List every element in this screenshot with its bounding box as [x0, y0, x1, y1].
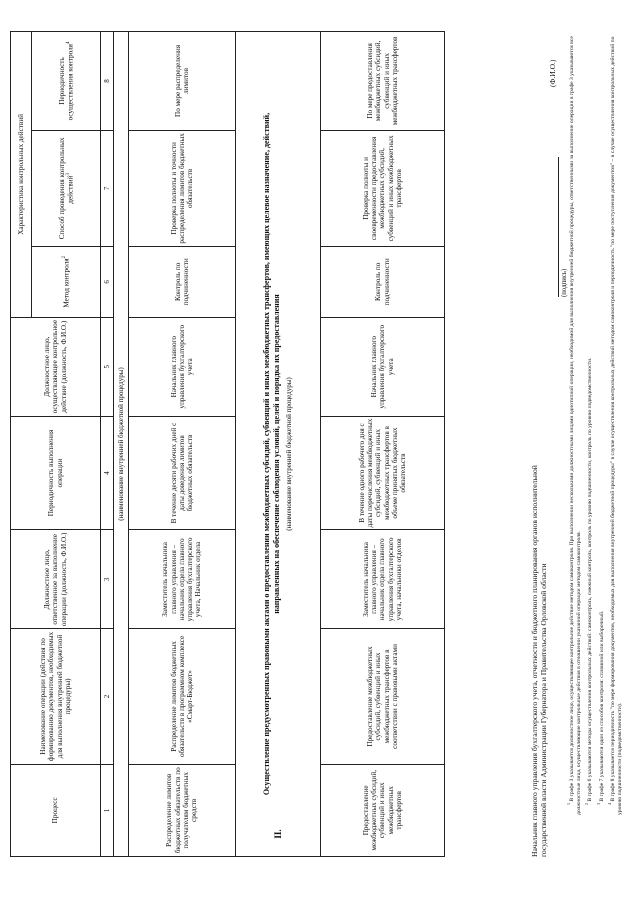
footnote-item: [584, 35, 594, 815]
row1-way: Проверка полноты и точности распределения лимитов бюджетных обязательств: [129, 130, 236, 246]
footnote-ref-4: 4: [65, 41, 71, 44]
section2-number: II.: [272, 829, 283, 839]
column-number: 8: [101, 32, 114, 131]
column-number: 4: [101, 416, 114, 530]
header-control-periodicity-text: Периодичность осуществления контроля: [57, 44, 75, 121]
footnote-text: В графе 6 указываются методы осуществления контрольных действий: самоконтроль, смежный контроль, контроль по уровню подчиненности, контроль по уровню подведомственности.: [587, 357, 594, 802]
column-number: 7: [101, 130, 114, 246]
row1-operation: Распределение лимитов бюджетных обязательств в программном комплексе «Смарт-Бюджет»: [129, 629, 236, 764]
header-control-characteristics: Характеристика контрольных действий: [11, 32, 32, 318]
row2-operation: Предоставление межбюджетных субсидий, субвенций и иных межбюджетных трансфертов в соответствии с правовыми актами: [321, 629, 445, 764]
header-control-method: [32, 246, 101, 317]
footnotes: [566, 35, 625, 815]
row2-responsible: Заместитель начальника главного управления – начальник отдела главного управления бухгалтерского учета, начальники отделов: [321, 530, 445, 629]
footnote-marker: 1: [566, 803, 571, 805]
footnote-text: В графе 3 указывается должностное лицо, осуществляющее контрольное действие методом самоконтроля. При выполнении несколькими должностными лицами однотипной операции, необходимой для выполнения внутренней бюджетной процедуры, ответственными за выполнение операции в графе 3 указываются все должностные лица, осуществляющие контрольные действия в отношении указанной операции методом самоконтроля.: [568, 36, 583, 815]
signature-row: [548, 31, 568, 857]
row1-controller: Начальник главного управления бухгалтерского учета: [129, 317, 236, 416]
header-controlling-person: Должностное лицо, осуществляющее контрольное действие (должность, Ф.И.О.): [11, 317, 101, 416]
row1-process: Распределение лимитов бюджетных обязательств по получателям бюджетных средств: [129, 764, 236, 856]
internal-control-map-table: [10, 31, 445, 857]
signature-caption: (подпись): [561, 268, 568, 297]
footnote-item: [607, 35, 624, 815]
table-row: [129, 32, 236, 857]
header-responsible-person: [11, 530, 101, 629]
footnote-ref-2: 2: [61, 256, 67, 259]
header-control-way: [32, 130, 101, 246]
footnote-marker: 2: [584, 803, 590, 805]
header-control-way-text: Способ проведения контрольных действий: [57, 137, 75, 240]
section2-subtitle: (наименование внутренней бюджетной процедуры): [285, 377, 294, 531]
section2-title-block: [262, 34, 294, 814]
header-control-periodicity: [32, 32, 101, 131]
row2-periodicity: В течение одного рабочего дня с даты перечисления межбюджетных субсидий, субвенций и иных межбюджетных трансфертов в объеме принятых бюджетных обязательств: [321, 416, 445, 530]
section1-subtitle: (наименование внутренней бюджетной процедуры): [114, 32, 129, 857]
row1-periodicity: В течение десяти рабочих дней с даты доведения лимитов бюджетных обязательств: [129, 416, 236, 530]
footnote-text: В графе 8 указывается периодичность "по мере формирования документов, необходимых для выполнения внутренней бюджетной процедуры" в случае осуществления контрольных действий методом самоконтроля и периодичность "по мере поступления документов" – в случае осуществления контрольных действий по уровню подчиненности (подведомственности).: [609, 36, 623, 815]
footnote-text: В графе 7 указываются один из способов контроля: сплошной или выборочный.: [598, 610, 605, 802]
header-operation-periodicity: Периодичность выполнения операции: [11, 416, 101, 530]
row2-process: Предоставление межбюджетных субсидий, субвенций и иных межбюджетных трансфертов: [321, 764, 445, 856]
row1-control-periodicity: По мере распределения лимитов: [129, 32, 236, 131]
header-operation-name: Наименование операции (действия по формированию документов, необходимых для выполнения внутренней бюджетной процедуры): [11, 629, 101, 764]
table-row: [321, 32, 445, 857]
fio-caption: (Ф.И.О.): [548, 59, 557, 87]
row2-controller: Начальник главного управления бухгалтерского учета: [321, 317, 445, 416]
footnote-ref-3: 3: [65, 173, 71, 176]
column-number-row: [101, 32, 114, 857]
section1-subtitle-row: [114, 32, 129, 857]
header-control-method-text: Метод контроля: [62, 258, 71, 308]
column-number: 3: [101, 530, 114, 629]
section2-row: [236, 32, 321, 857]
row1-method: Контроль по подчиненности: [129, 246, 236, 317]
header-process: Процесс: [11, 764, 101, 856]
column-number: 5: [101, 317, 114, 416]
column-number: 6: [101, 246, 114, 317]
signature-line: [558, 157, 559, 297]
footnote-marker: 4: [606, 803, 612, 805]
row2-way: Проверка полноты и своевременности предоставления межбюджетных субсидий, субвенций и иных межбюджетных трансфертов: [321, 130, 445, 246]
official-title-line-2: государственной власти Администрации Губернатора и Правительства Орловской области: [539, 563, 548, 857]
signature-block: [530, 31, 568, 857]
section2-header: [236, 32, 321, 857]
header-row-1: [11, 32, 32, 857]
official-title-line-1: Начальник главного управления бухгалтерского учета, отчетности и бюджетного планирования органов исполнительной: [530, 465, 539, 857]
column-number: 2: [101, 629, 114, 764]
header-responsible-person-text: Должностное лицо, ответственное за выполнение операции (должность, Ф.И.О.): [43, 532, 68, 627]
footnote-item: [566, 35, 583, 815]
row2-control-periodicity: По мере предоставления межбюджетных субсидий, субвенций и иных межбюджетных трансфертов: [321, 32, 445, 131]
footnote-item: [596, 35, 606, 815]
section2-title: Осуществление предусмотренных правовыми актами о предоставлении межбюджетных субсидий, субвенций и иных межбюджетных трансфертов, имеющих целевое назначение, действий, направленных на обеспечение соблюдения условий, целей и порядка их предоставления: [262, 112, 282, 796]
row1-responsible: Заместитель начальника главного управления – начальник отдела главного управления бухгалтерского учета, Начальник отдела: [129, 530, 236, 629]
column-number: 1: [101, 764, 114, 856]
row2-method: Контроль по подчиненности: [321, 246, 445, 317]
footnote-marker: 3: [595, 803, 601, 805]
